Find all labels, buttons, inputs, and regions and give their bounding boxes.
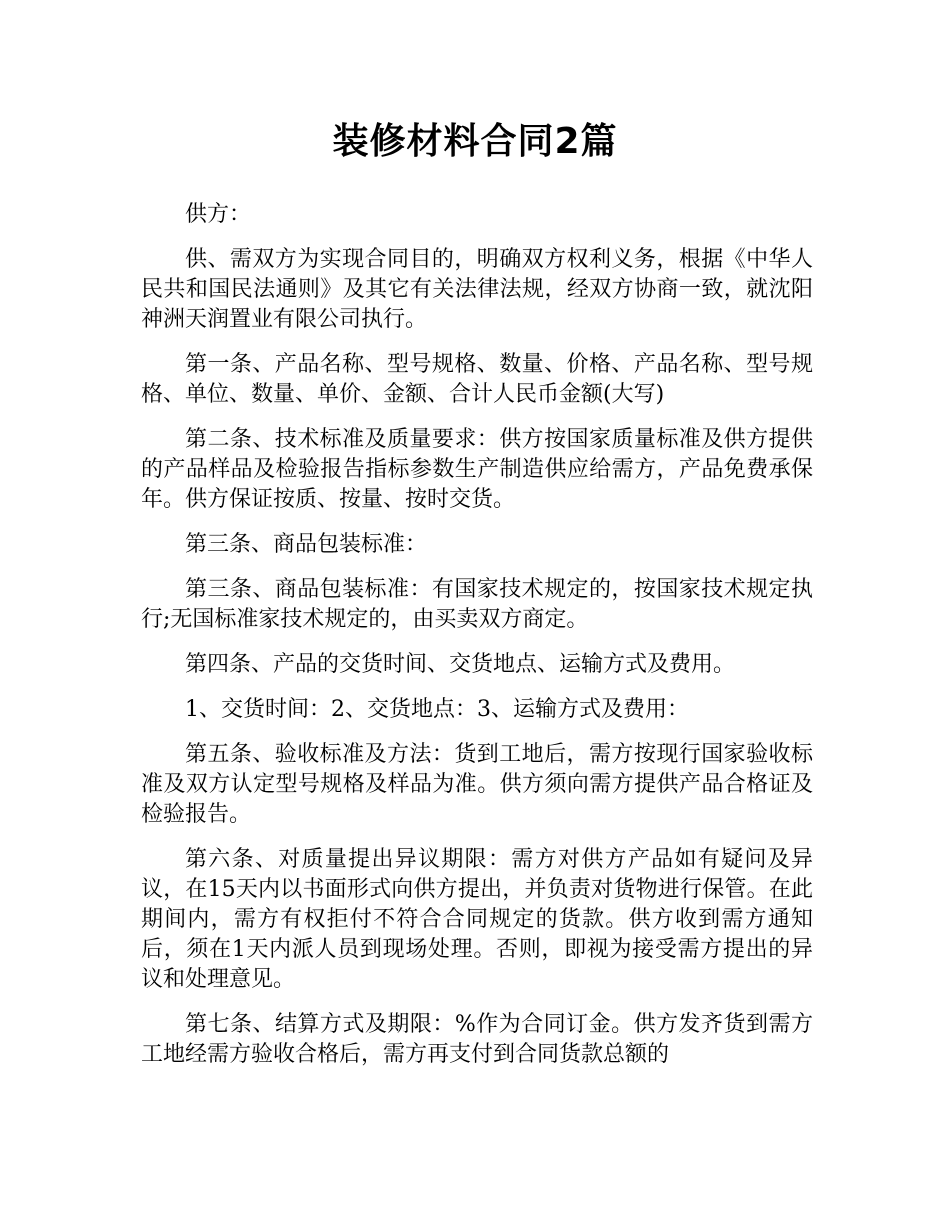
paragraph-article-3: 第三条、商品包装标准：有国家技术规定的，按国家技术规定执行;无国标准家技术规定的，由买卖双方商定。 (141, 577, 813, 632)
paragraph-article-3-heading: 第三条、商品包装标准： (185, 532, 428, 557)
paragraph-article-4: 第四条、产品的交货时间、交货地点、运输方式及费用。 (185, 652, 736, 677)
paragraph-preamble: 供、需双方为实现合同目的，明确双方权利义务，根据《中华人民共和国民法通则》及其它有关法律法规，经双方协商一致，就沈阳神洲天润置业有限公司执行。 (141, 247, 813, 332)
paragraph-article-1: 第一条、产品名称、型号规格、数量、价格、产品名称、型号规格、单位、数量、单价、金额、合计人民币金额(大写) (141, 352, 813, 407)
paragraph-article-2: 第二条、技术标准及质量要求：供方按国家质量标准及供方提供的产品样品及检验报告指标参数生产制造供应给需方，产品免费承保年。供方保证按质、按量、按时交货。 (141, 427, 813, 512)
paragraph-supplier: 供方： (185, 202, 252, 227)
paragraph-article-6: 第六条、对质量提出异议期限：需方对供方产品如有疑问及异议，在15天内以书面形式向供方提出，并负责对货物进行保管。在此期间内，需方有权拒付不符合合同规定的货款。供方收到需方通知后，须在1天内派人员到现场处理。否则，即视为接受需方提出的异议和处理意见。 (141, 847, 813, 992)
document-body (141, 200, 813, 1085)
paragraph-delivery-items: 1、交货时间：2、交货地点：3、运输方式及费用： (185, 697, 689, 722)
paragraph-article-7: 第七条、结算方式及期限：%作为合同订金。供方发齐货到需方工地经需方验收合格后，需方再支付到合同货款总额的 (141, 1012, 813, 1067)
paragraph-article-5: 第五条、验收标准及方法：货到工地后，需方按现行国家验收标准及双方认定型号规格及样品为准。供方须向需方提供产品合格证及检验报告。 (141, 742, 813, 827)
document-title: 装修材料合同2篇 (332, 121, 618, 162)
